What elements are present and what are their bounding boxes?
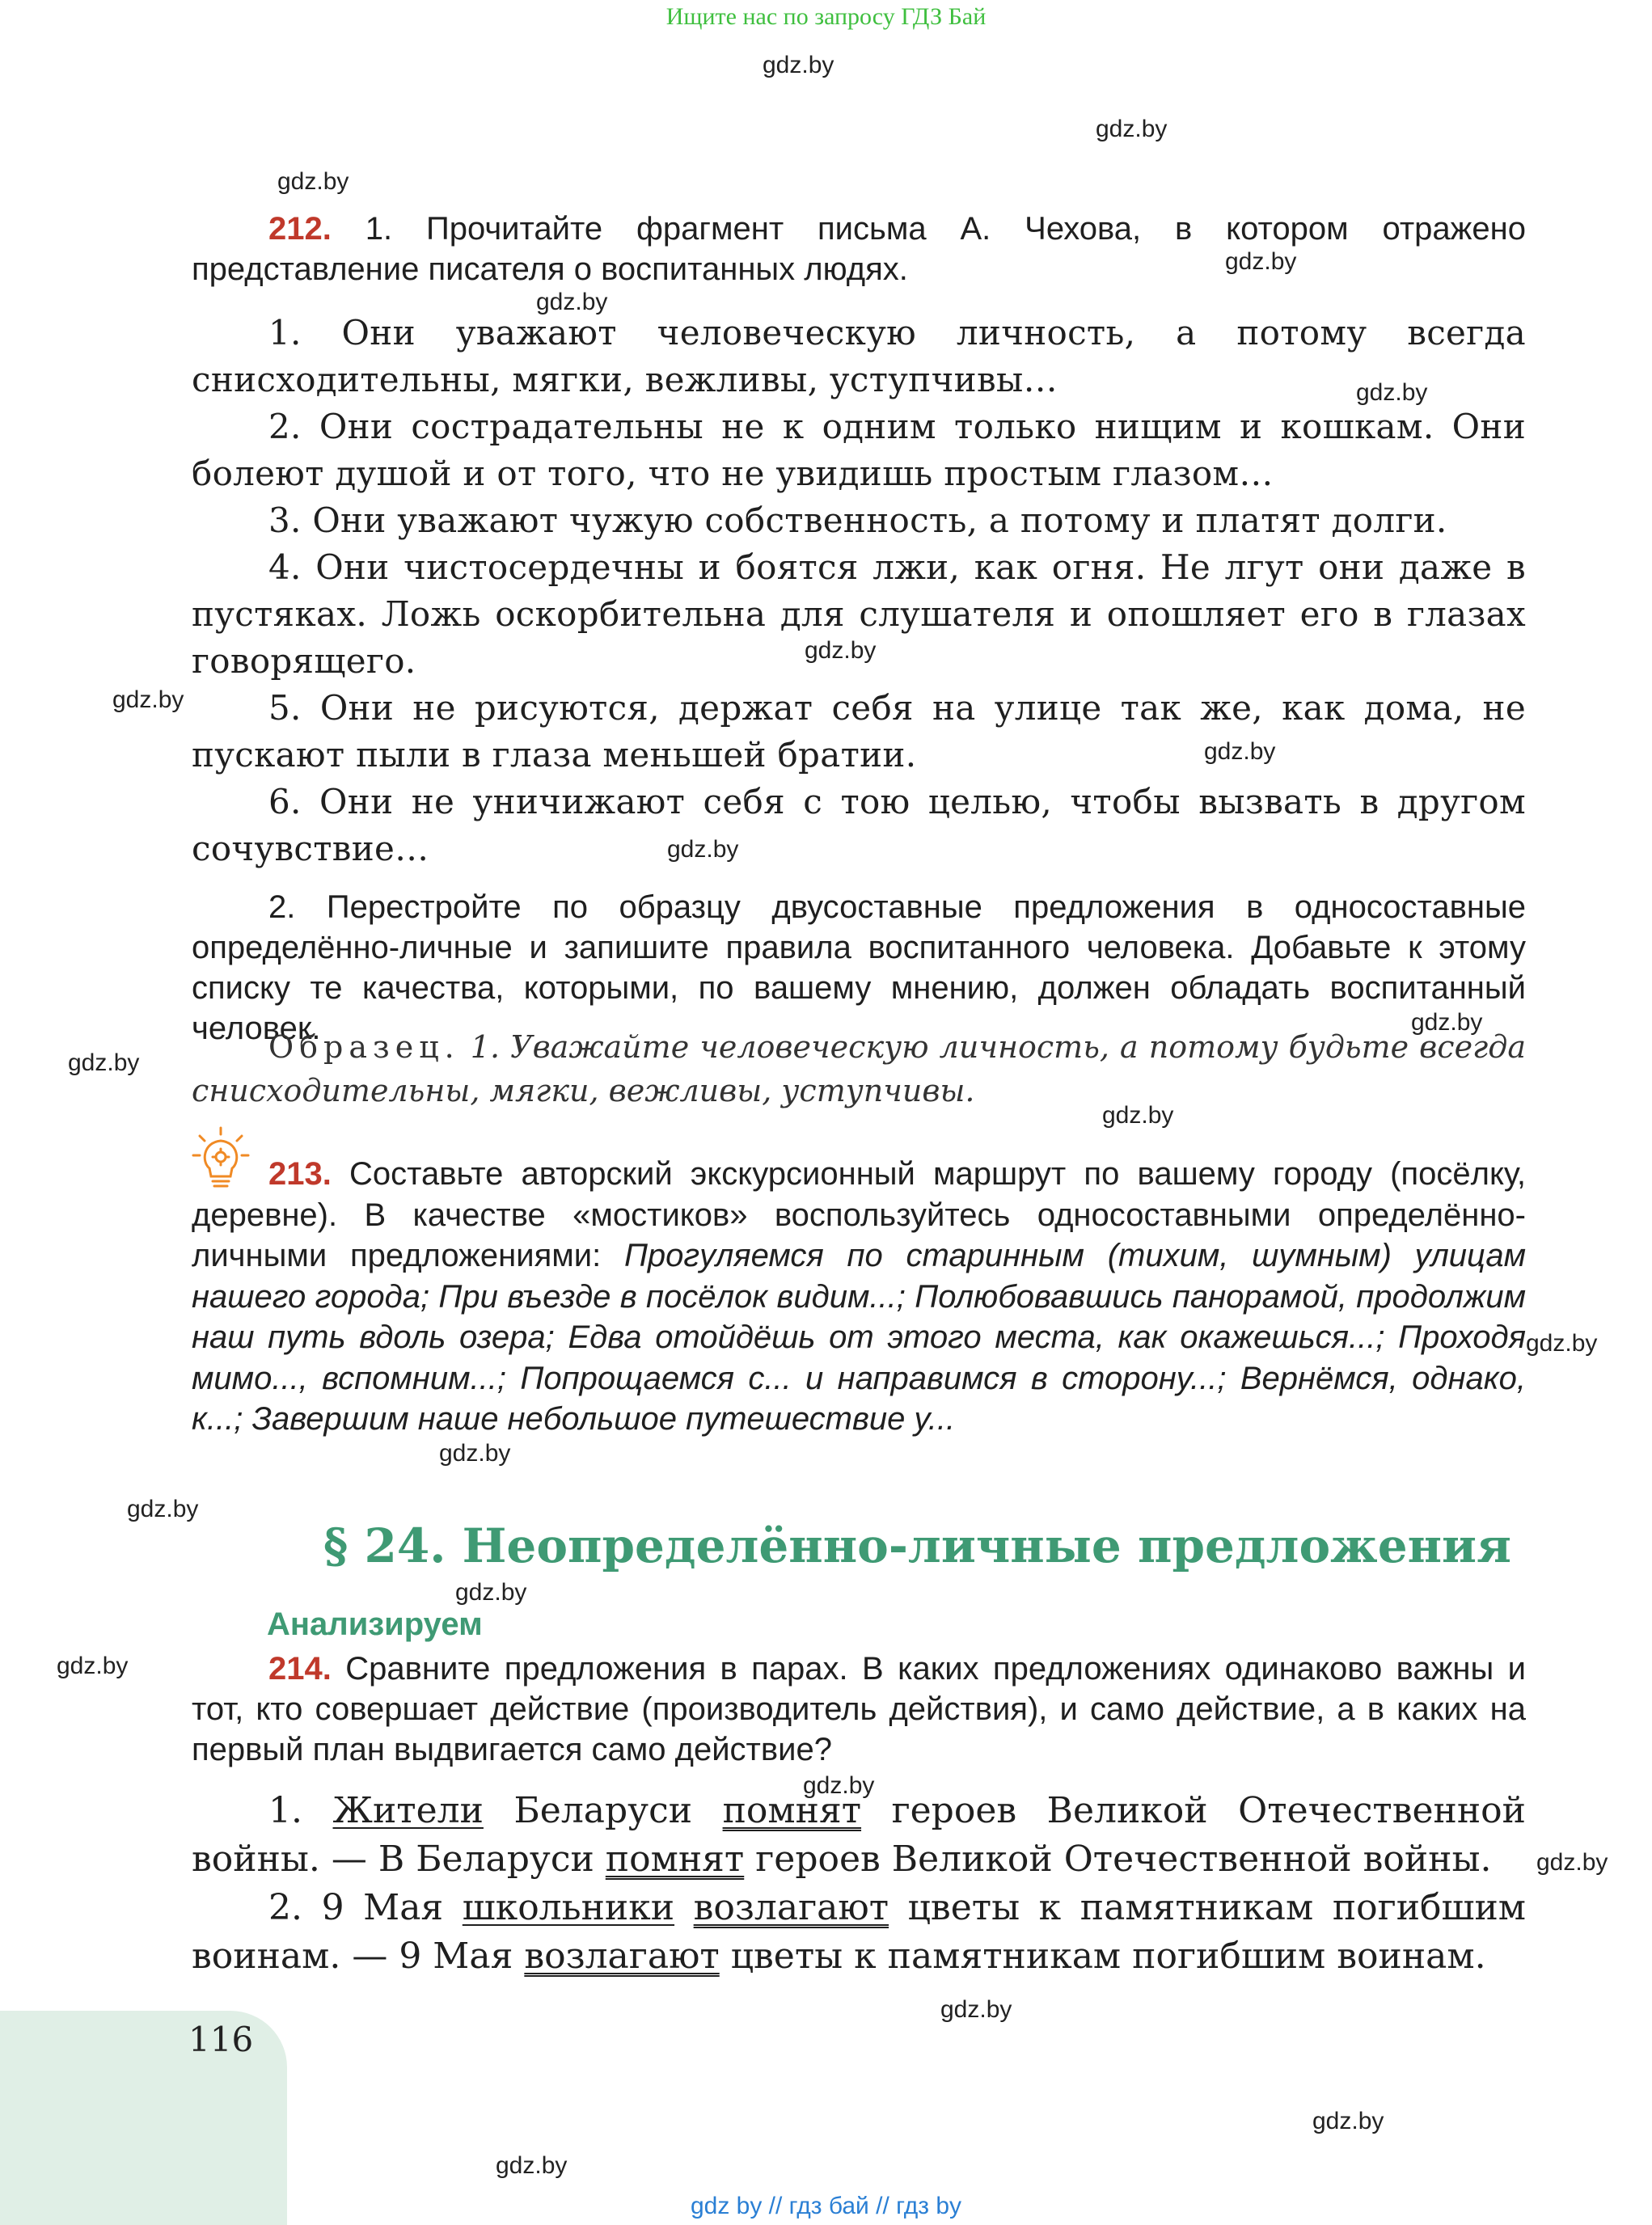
subject: школьники: [462, 1887, 675, 1928]
task-214: [192, 1649, 1526, 1770]
watermark: gdz.by: [496, 2152, 568, 2179]
task-212: [192, 209, 1526, 289]
task-text: 1. Прочитайте фрагмент письма А. Чехова, в котором отражено представление писателя о воспитанных людях.: [192, 211, 1526, 287]
quote-item: 4. Они чистосердечны и боятся лжи, как огня. Не лгут они даже в пустяках. Ложь оскорбительна для слушателя и опошляет его в глазах говорящего.: [192, 547, 1526, 681]
watermark: gdz.by: [1204, 738, 1276, 765]
quote-item: 3. Они уважают чужую собственность, а потому и платят долги.: [268, 500, 1447, 540]
watermark: gdz.by: [667, 836, 739, 863]
watermark: gdz.by: [1096, 116, 1168, 142]
example-1: 1. Жители Беларуси помнят героев Великой Отечественной войны. — В Беларуси помнят героев Великой Отечественной войны.: [192, 1790, 1526, 1880]
watermark: gdz.by: [763, 52, 834, 78]
watermark: gdz.by: [68, 1049, 140, 1076]
watermark: gdz.by: [57, 1653, 129, 1679]
task-212-intro: [192, 209, 1526, 289]
quote-item: 6. Они не уничижают себя с тою целью, чтобы вызвать в другом сочувствие…: [192, 782, 1526, 868]
task-213: [192, 1154, 1526, 1440]
watermark: gdz.by: [455, 1579, 527, 1606]
top-banner: Ищите нас по запросу ГДЗ Бай: [665, 3, 987, 30]
task-number: 214.: [268, 1651, 332, 1687]
watermark: gdz.by: [1225, 248, 1297, 275]
examples-214: [192, 1787, 1526, 1981]
watermark: gdz.by: [1356, 379, 1428, 406]
task-number: 212.: [268, 211, 332, 247]
task-examples: Прогуляемся по старинным (тихим, шумным) улицам нашего города; При въезде в посёлок видим...; Полюбовавшись панорамой, продолжим наш путь вдоль озера; Едва отойдёшь от этого места, как окажешься...; Проходя мимо..., вспомним...; Попрощаемся с... и направимся в сторону...; Вернёмся, однако, к...; Завершим наше небольшое путешествие у...: [192, 1238, 1527, 1437]
sample: [192, 1025, 1526, 1112]
sample-text: 1. Уважайте человеческую личность, а потому будьте всегда снисходительны, мягки, вежливы, уступчивы.: [192, 1029, 1526, 1108]
task-text: 2. Перестройте по образцу двусоставные предложения в односоставные определённо-личные и запишите правила воспитанного человека. Добавьте к этому списку те качества, которыми, по вашему мнению, должен обладать воспитанный человек.: [192, 889, 1526, 1046]
task-text: Составьте авторский экскурсионный маршрут по вашему городу (посёлку, деревне). В качестве «мостиков» воспользуйтесь односоставными определённо-личными предложениями:: [192, 1156, 1526, 1273]
footer-links[interactable]: gdz by // гдз бай // гдз by: [690, 2193, 962, 2219]
watermark: gdz.by: [439, 1440, 511, 1467]
subheading: Анализируем: [267, 1606, 483, 1642]
subject: Жители: [332, 1790, 484, 1831]
quote-item: 1. Они уважают человеческую личность, а потому всегда снисходительны, мягки, вежливы, уступчивы…: [192, 313, 1526, 399]
task-number: 213.: [268, 1156, 332, 1192]
predicate: помнят: [722, 1790, 862, 1831]
watermark: gdz.by: [1536, 1849, 1608, 1876]
sample-label: Образец.: [268, 1029, 460, 1065]
task-text: Сравните предложения в парах. В каких предложениях одинаково важны и тот, кто совершает действие (производитель действия), и само действие, а в каких на первый план выдвигается само действие?: [192, 1651, 1526, 1767]
predicate: возлагают: [524, 1936, 720, 1977]
quote-item: 2. Они сострадательны не к одним только нищим и кошкам. Они болеют душой и от того, что не увидишь простым глазом…: [192, 407, 1526, 493]
watermark: gdz.by: [277, 168, 349, 195]
chekhov-quotes: [192, 310, 1526, 872]
watermark: gdz.by: [805, 637, 877, 664]
page-number: 116: [188, 2020, 254, 2059]
watermark: gdz.by: [127, 1496, 199, 1522]
section-heading: § 24. Неопределённо-личные предложения: [323, 1518, 1511, 1573]
watermark: gdz.by: [1312, 2108, 1384, 2134]
watermark: gdz.by: [1526, 1330, 1598, 1357]
predicate: помнят: [605, 1839, 745, 1880]
quote-item: 5. Они не рисуются, держат себя на улице так же, как дома, не пускают пыли в глаза меньшей братии.: [192, 688, 1526, 775]
watermark: gdz.by: [1411, 1009, 1483, 1036]
watermark: gdz.by: [940, 1996, 1012, 2023]
watermark: gdz.by: [112, 686, 184, 713]
watermark: gdz.by: [1102, 1102, 1174, 1129]
task-212-part2: [192, 887, 1526, 1049]
watermark: gdz.by: [803, 1772, 875, 1799]
example-2: 2. 9 Мая школьники возлагают цветы к памятникам погибшим воинам. — 9 Мая возлагают цветы к памятникам погибшим воинам.: [192, 1887, 1526, 1977]
watermark: gdz.by: [536, 289, 608, 315]
predicate: возлагают: [693, 1887, 889, 1928]
